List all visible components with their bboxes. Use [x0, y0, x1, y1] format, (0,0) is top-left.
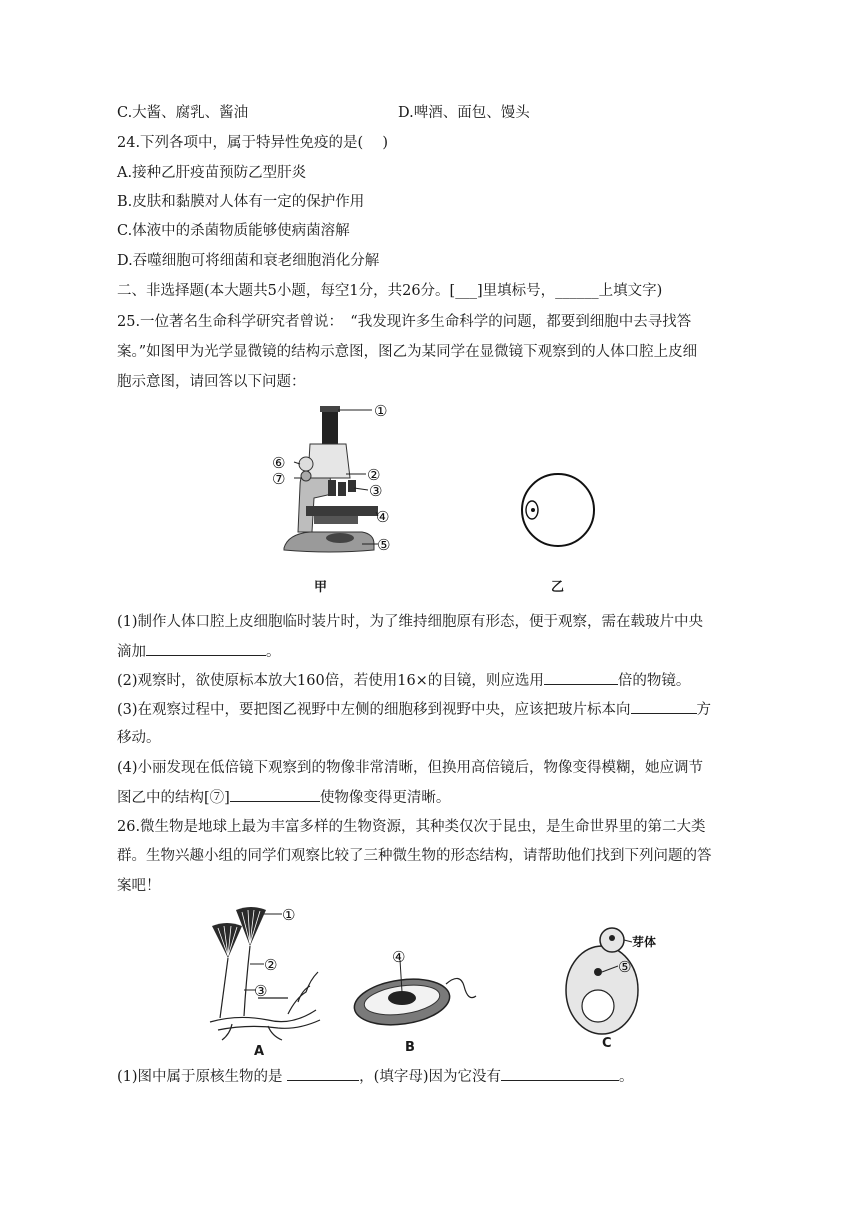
q25-sub1-line2 [117, 641, 281, 662]
yeast-label-5: ⑤ [618, 958, 632, 976]
mold-figure [198, 902, 328, 1048]
microscope-label-5: ⑤ [377, 536, 391, 554]
q25-sub3-prefix: (3)在观察过程中，要把图乙视野中左侧的细胞移到视野中央，应该把玻片标本向 [117, 702, 631, 718]
mold-label-3: ③ [254, 982, 268, 1000]
q25-sub1-prefix: 滴加 [117, 644, 146, 660]
microscope-label-1: ① [374, 402, 388, 420]
q24-stem: 24.下列各项中，属于特异性免疫的是( ) [117, 135, 388, 151]
figure-c-caption: C [602, 1036, 612, 1051]
q25-sub2-suffix: 倍的物镜。 [617, 673, 691, 689]
mold-label-1: ① [282, 906, 296, 924]
q25-sub4-blank[interactable] [230, 787, 320, 802]
figure-b-caption: B [405, 1040, 415, 1055]
mold-label-2: ② [264, 956, 278, 974]
q26-intro-line1: 26.微生物是地球上最为丰富多样的生物资源，其种类仅次于昆虫，是生命世界里的第二大类 [117, 819, 706, 835]
q25-intro-line3: 胞示意图，请回答以下问题： [117, 374, 306, 390]
q24-option-b: B.皮肤和黏膜对人体有一定的保护作用 [117, 194, 365, 210]
microscope-label-2: ② [367, 466, 381, 484]
q25-sub3-suffix: 方 [696, 702, 712, 718]
q23-option-d: D.啤酒、面包、馒头 [398, 105, 530, 121]
figure-yi-caption: 乙 [551, 580, 565, 595]
q25-sub4-suffix: 使物像变得更清晰。 [319, 790, 451, 806]
q23-option-c: C.大酱、腐乳、酱油 [117, 105, 249, 121]
q25-sub3-line2: 移动。 [117, 730, 161, 746]
section2-heading: 二、非选择题(本大题共5小题，每空1分，共26分。[___]里填标号，______上填文字) [117, 283, 663, 299]
q25-sub4-prefix: 图乙中的结构[⑦] [117, 790, 230, 806]
q25-intro-line2: 案。”如图甲为光学显微镜的结构示意图，图乙为某同学在显微镜下观察到的人体口腔上皮细 [117, 344, 698, 360]
figure-jia-caption: 甲 [314, 580, 328, 595]
view-field-figure [518, 470, 598, 550]
q24-option-d: D.吞噬细胞可将细菌和衰老细胞消化分解 [117, 253, 380, 269]
q26-sub1-suffix: 。 [618, 1069, 634, 1085]
q25-sub3-line1 [117, 699, 711, 720]
q25-sub1-line1: (1)制作人体口腔上皮细胞临时装片时，为了维持细胞原有形态，便于观察，需在载玻片中央 [117, 614, 704, 630]
q26-intro-line3: 案吧！ [117, 878, 161, 894]
q25-sub4-line1: (4)小丽发现在低倍镜下观察到的物像非常清晰，但换用高倍镜后，物像变得模糊，她应调节 [117, 760, 704, 776]
microscope-label-4: ④ [376, 508, 390, 526]
bacterium-label-4: ④ [392, 950, 406, 966]
microscope-label-7: ⑦ [272, 470, 286, 488]
q24-option-c: C.体液中的杀菌物质能够使病菌溶解 [117, 223, 350, 239]
q26-sub1 [117, 1066, 633, 1087]
q25-sub2-prefix: (2)观察时，欲使原标本放大160倍，若使用16×的目镜，则应选用 [117, 673, 544, 689]
q26-sub1-blank1[interactable] [287, 1066, 359, 1081]
bacterium-figure [350, 950, 480, 1034]
q25-sub1-suffix: 。 [266, 644, 281, 660]
figure-a-caption: A [254, 1044, 265, 1059]
microscope-figure [270, 398, 410, 568]
q25-sub2-blank[interactable] [544, 670, 618, 685]
yeast-bud-label: 芽体 [632, 935, 657, 949]
q25-sub1-blank[interactable] [146, 641, 266, 656]
microscope-label-6: ⑥ [272, 454, 286, 472]
q26-sub1-prefix: (1)图中属于原核生物的是 [117, 1069, 288, 1085]
q26-intro-line2: 群。生物兴趣小组的同学们观察比较了三种微生物的形态结构，请帮助他们找到下列问题的答 [117, 848, 712, 864]
q25-sub3-blank[interactable] [631, 699, 697, 714]
q25-sub2 [117, 670, 690, 691]
q25-intro-line1: 25.一位著名生命科学研究者曾说： “我发现许多生命科学的问题，都要到细胞中去寻找答 [117, 314, 692, 330]
yeast-figure [560, 916, 710, 1036]
q24-option-a: A.接种乙肝疫苗预防乙型肝炎 [117, 165, 307, 181]
q25-sub4-line2 [117, 787, 450, 808]
microscope-label-3: ③ [369, 482, 383, 500]
q26-sub1-middle: ，(填字母)因为它没有 [359, 1069, 501, 1085]
q26-sub1-blank2[interactable] [501, 1066, 619, 1081]
